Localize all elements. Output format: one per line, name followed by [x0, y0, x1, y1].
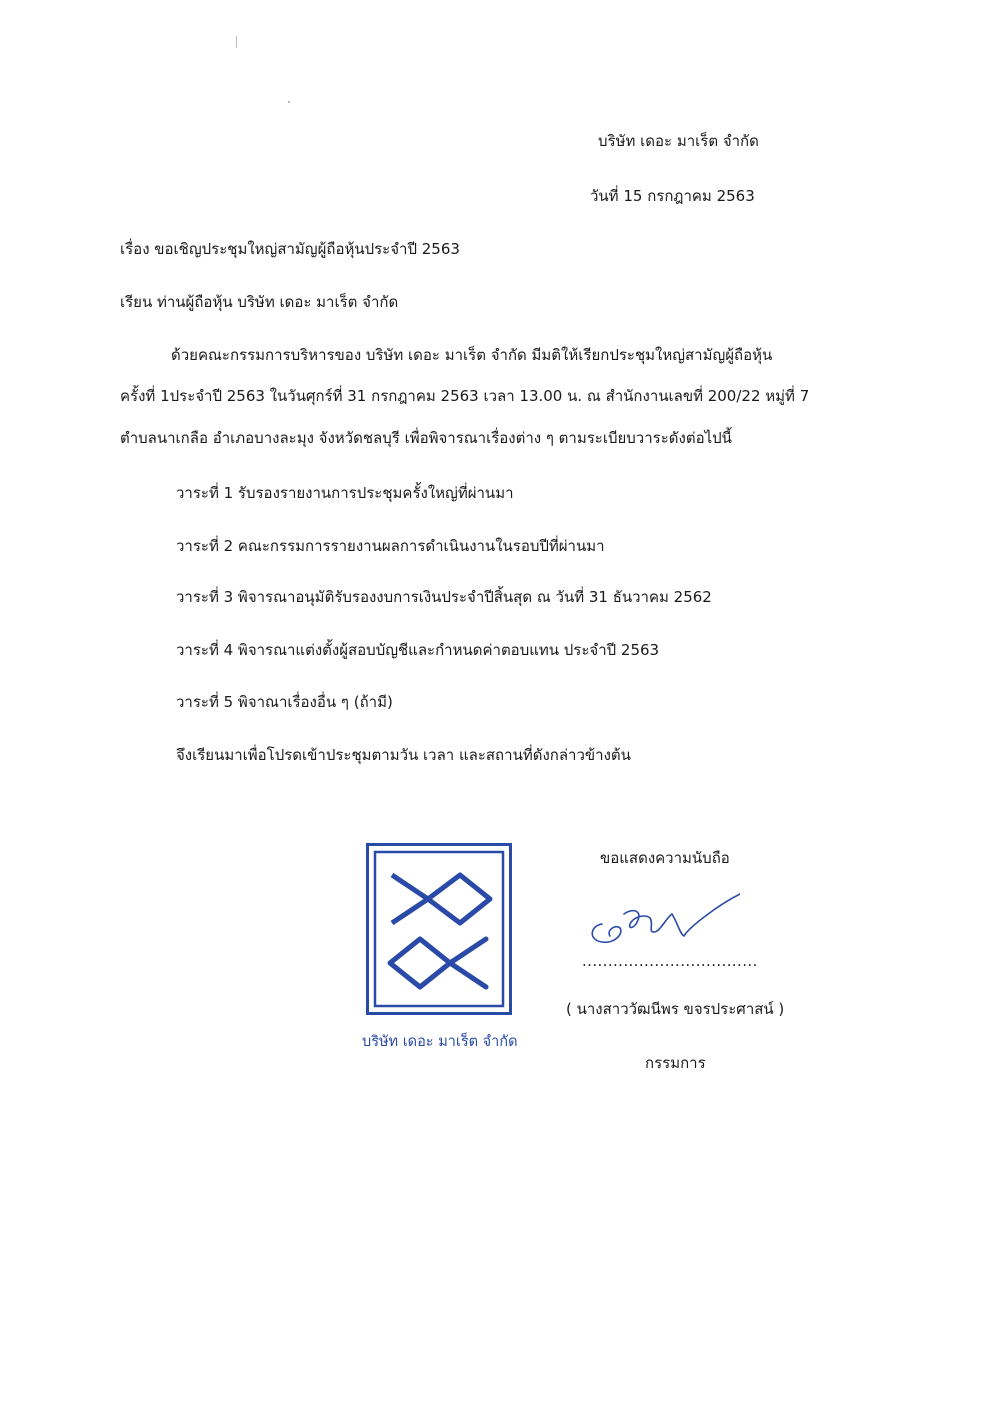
- agenda-item-5: วาระที่ 5 พิจาณาเรื่องอื่น ๆ (ถ้ามี): [176, 693, 393, 711]
- body-line-1: ด้วยคณะกรรมการบริหารของ บริษัท เดอะ มาเร็ต จำกัด มีมติให้เรียกประชุมใหญ่สามัญผู้ถือหุ้น: [171, 346, 773, 364]
- scan-speck: [288, 101, 290, 103]
- letter-date: วันที่ 15 กรกฎาคม 2563: [590, 187, 755, 205]
- signature-line: ..................................: [582, 952, 758, 970]
- handwritten-signature: [580, 884, 740, 954]
- stamp-caption: บริษัท เดอะ มาเร็ต จำกัด: [362, 1034, 518, 1050]
- company-stamp: [366, 843, 512, 1015]
- agenda-item-2: วาระที่ 2 คณะกรรมการรายงานผลการดำเนินงานในรอบปีที่ผ่านมา: [176, 537, 605, 555]
- scan-speck: [236, 36, 237, 48]
- salutation: ขอแสดงความนับถือ: [600, 849, 730, 867]
- stamp-logo-icon: [366, 843, 512, 1015]
- body-line-2: ครั้งที่ 1ประจำปี 2563 ในวันศุกร์ที่ 31 กรกฎาคม 2563 เวลา 13.00 น. ณ สำนักงานเลขที่ 200/22 หมู่ที่ 7: [120, 387, 810, 405]
- recipient-line: เรียน ท่านผู้ถือหุ้น บริษัท เดอะ มาเร็ต จำกัด: [120, 293, 399, 311]
- agenda-item-1: วาระที่ 1 รับรองรายงานการประชุมครั้งใหญ่ที่ผ่านมา: [176, 484, 514, 502]
- signatory-title: กรรมการ: [645, 1054, 706, 1072]
- company-name: บริษัท เดอะ มาเร็ต จำกัด: [598, 132, 759, 150]
- body-line-3: ตำบลนาเกลือ อำเภอบางละมุง จังหวัดชลบุรี เพื่อพิจารณาเรื่องต่าง ๆ ตามระเบียบวาระดังต่อไปนี้: [120, 429, 732, 447]
- subject-line: เรื่อง ขอเชิญประชุมใหญ่สามัญผู้ถือหุ้นประจำปี 2563: [120, 240, 460, 258]
- closing-line: จึงเรียนมาเพื่อโปรดเข้าประชุมตามวัน เวลา และสถานที่ดังกล่าวข้างต้น: [176, 746, 631, 764]
- agenda-item-4: วาระที่ 4 พิจารณาแต่งตั้งผู้สอบบัญชีและกำหนดค่าตอบแทน ประจำปี 2563: [176, 641, 660, 659]
- signatory-name: ( นางสาววัฒนีพร ขจรประศาสน์ ): [566, 1000, 785, 1018]
- agenda-item-3: วาระที่ 3 พิจารณาอนุมัติรับรองงบการเงินประจำปีสิ้นสุด ณ วันที่ 31 ธันวาคม 2562: [176, 588, 712, 606]
